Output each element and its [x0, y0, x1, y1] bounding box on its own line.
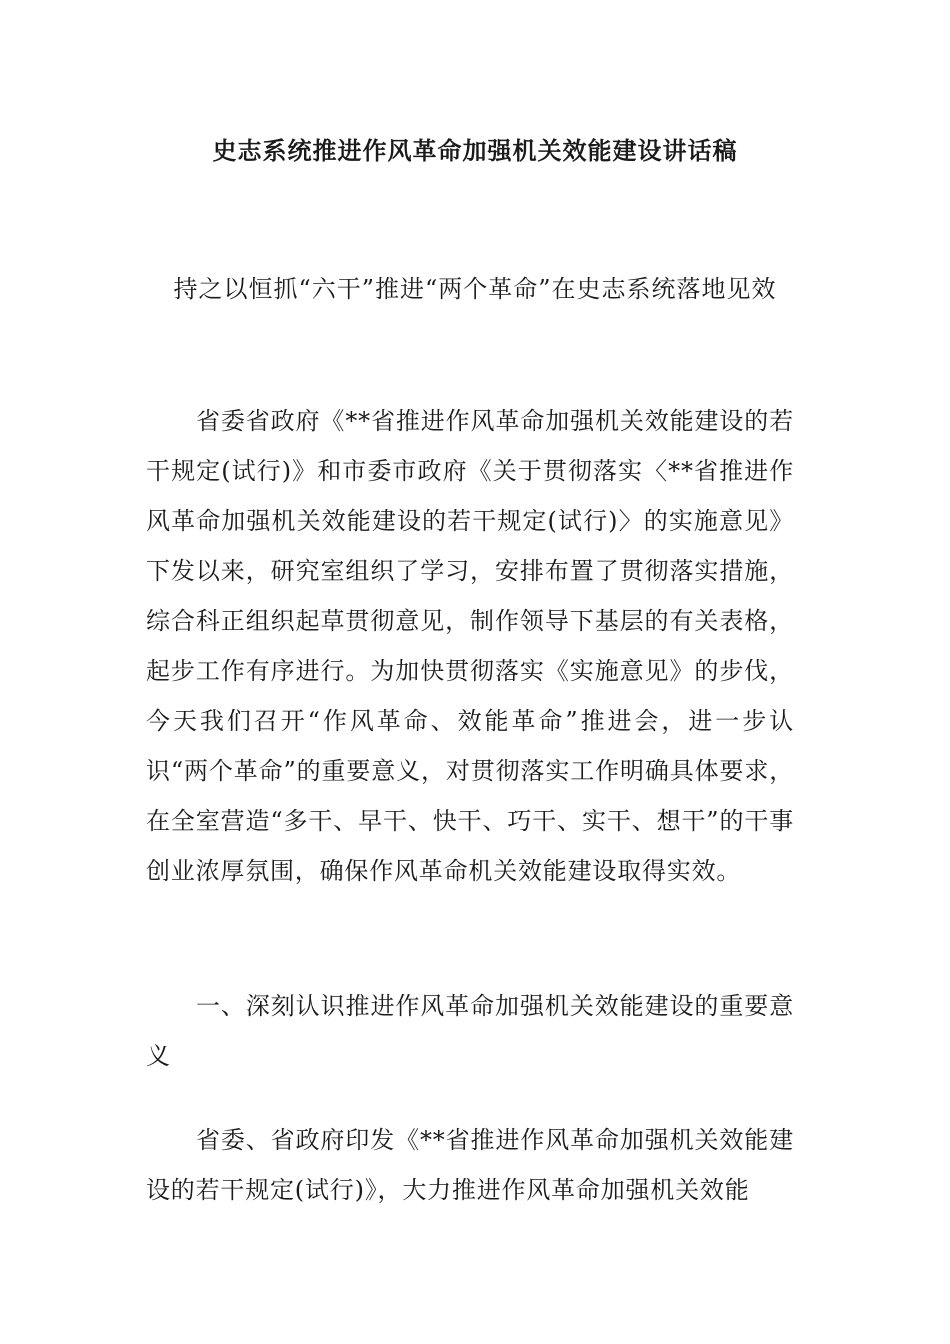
document-subtitle: 持之以恒抓“六干”推进“两个革命”在史志系统落地见效 [173, 275, 777, 303]
section-heading-1: 一、深刻认识推进作风革命加强机关效能建设的重要意义 [146, 992, 794, 1070]
document-title: 史志系统推进作风革命加强机关效能建设讲话稿 [212, 136, 738, 165]
section-1-paragraph: 省委、省政府印发《**省推进作风革命加强机关效能建设的若干规定(试行)》，大力推进作风革命加强机关效能 [146, 1126, 794, 1204]
intro-paragraph: 省委省政府《**省推进作风革命加强机关效能建设的若干规定(试行)》和市委市政府《关于贯彻落实〈**省推进作风革命加强机关效能建设的若干规定(试行)〉的实施意见》下发以来，研究室组织了学习，安排布置了贯彻落实措施，综合科正组织起草贯彻意见，制作领导下基层的有关表格，起步工作有序进行。为加快贯彻落实《实施意见》的步伐，今天我们召开“作风革命、效能革命”推进会，进一步认识“两个革命”的重要意义，对贯彻落实工作明确具体要求，在全室营造“多干、早干、快干、巧干、实干、想干”的干事创业浓厚氛围，确保作风革命机关效能建设取得实效。 [146, 407, 794, 885]
